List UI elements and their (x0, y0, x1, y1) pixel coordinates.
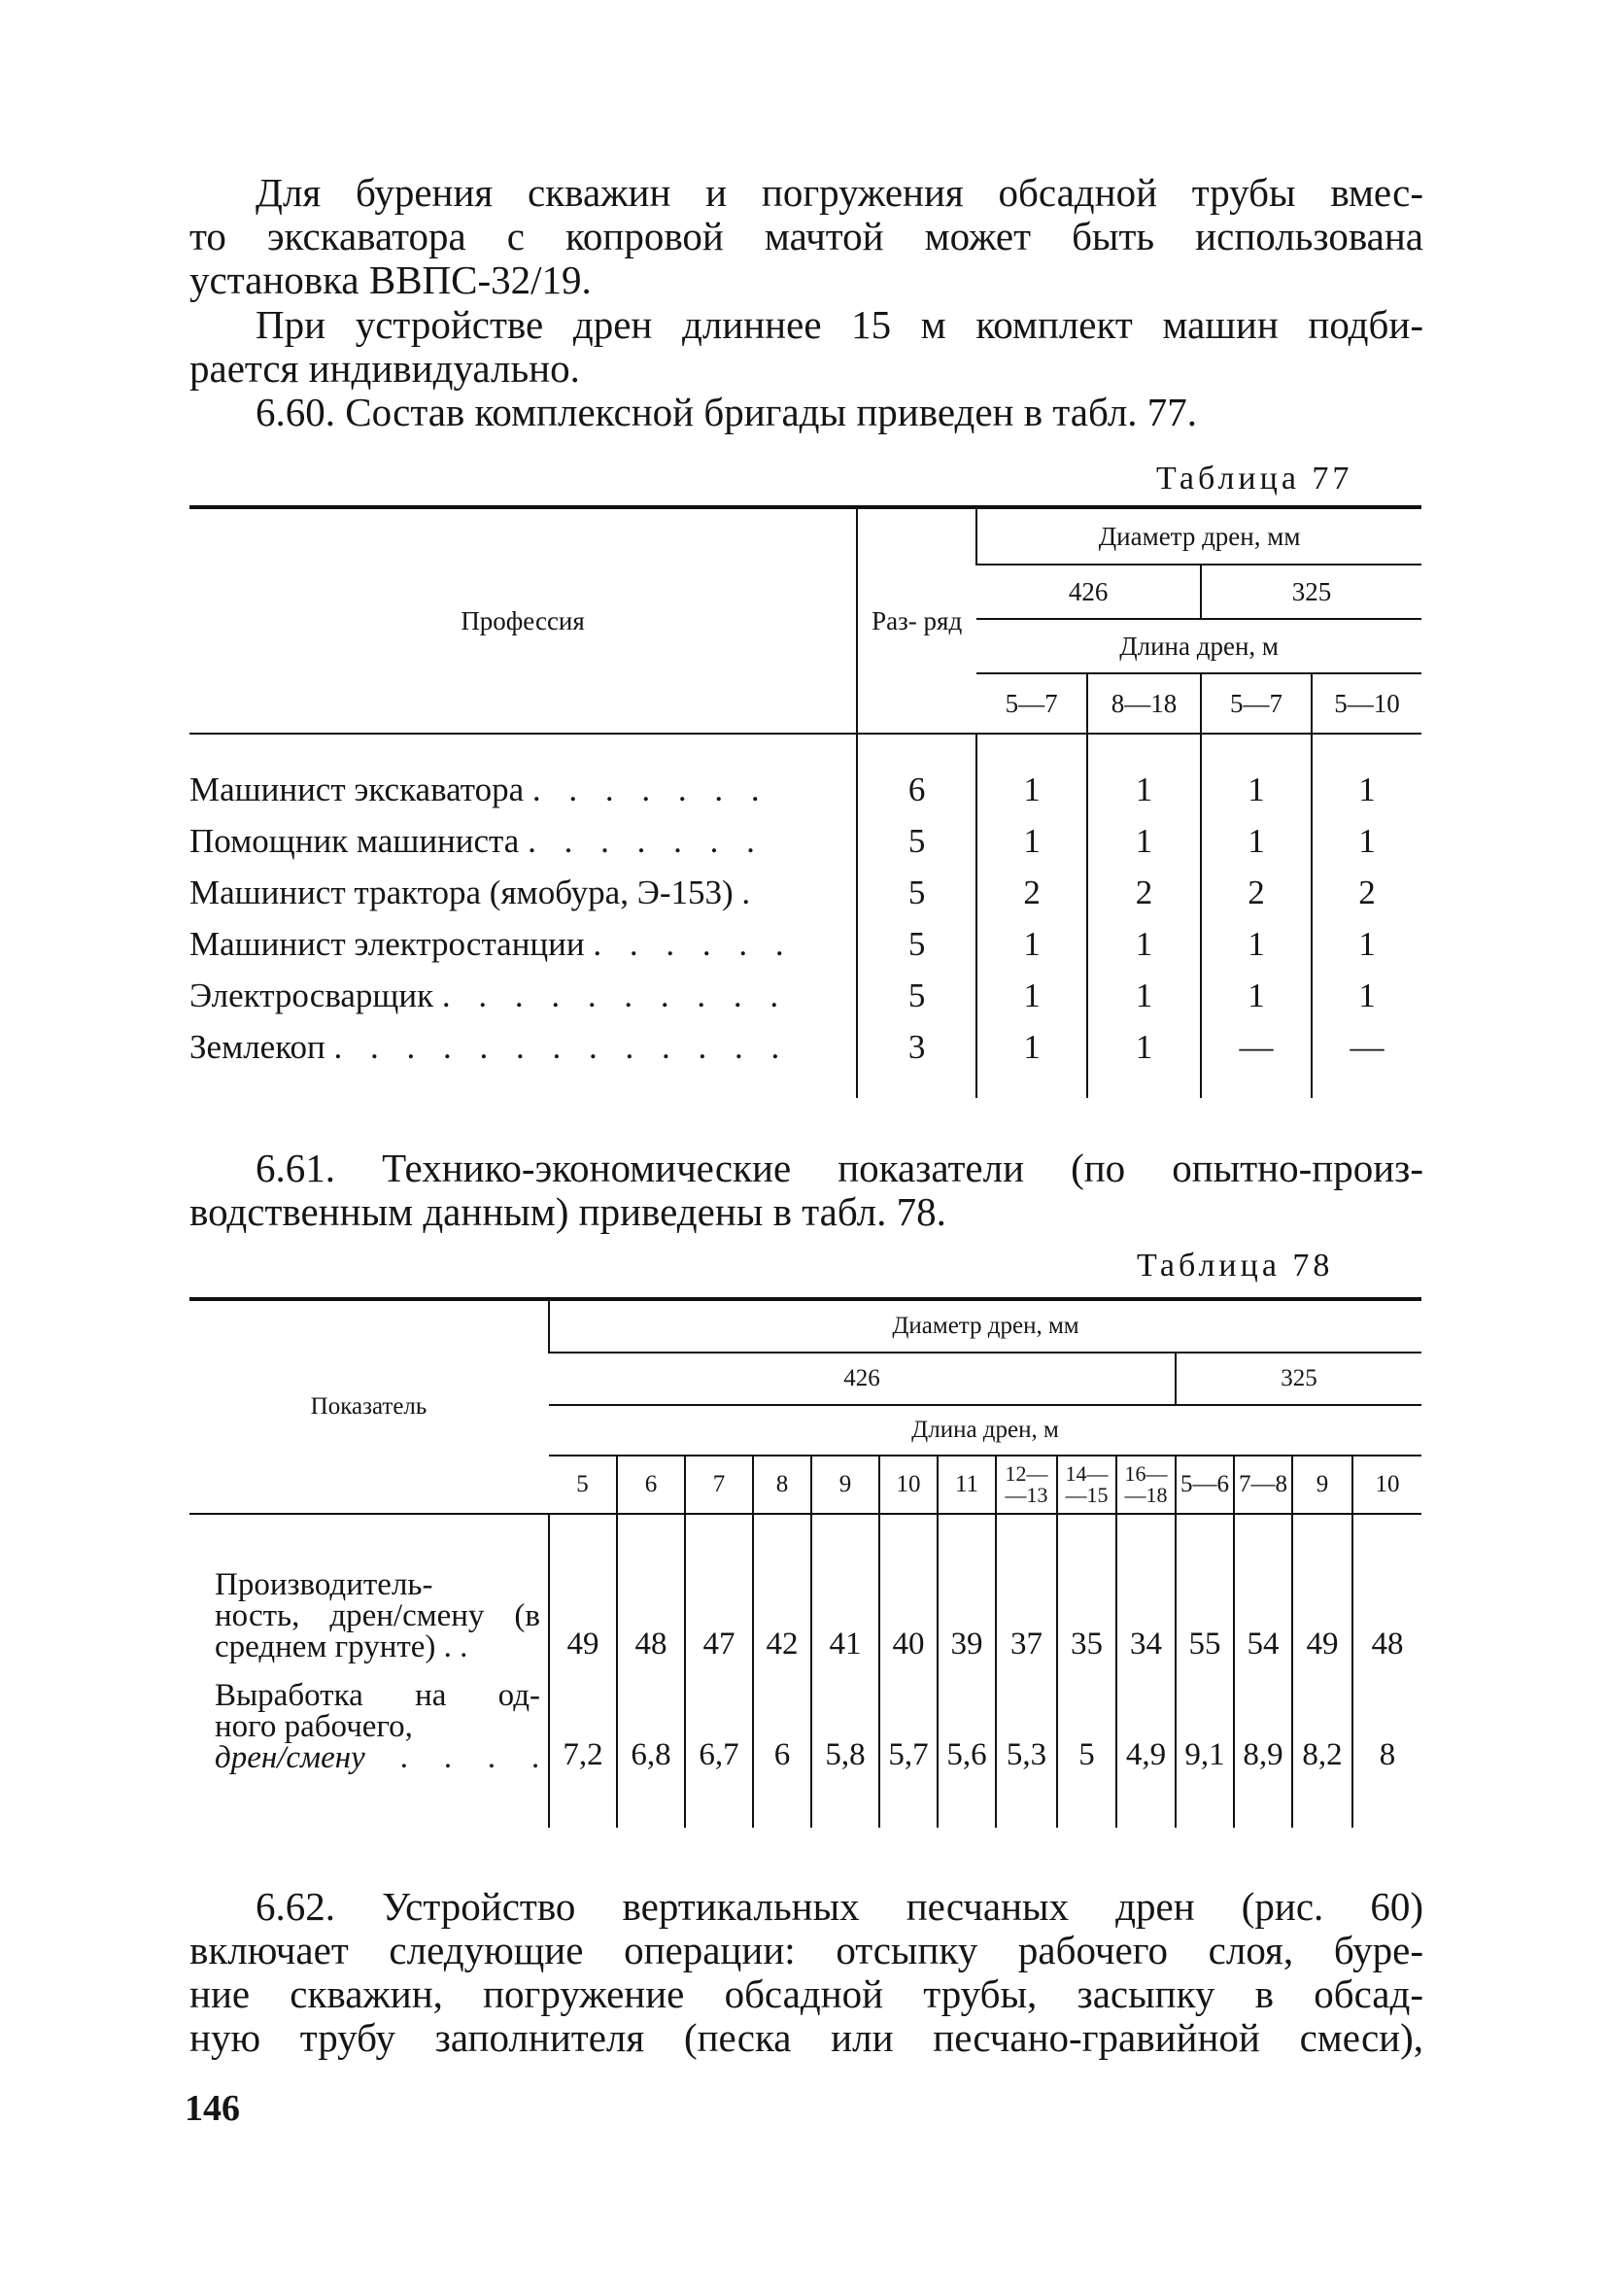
text-line: водственным данным) приведены в табл. 78. (189, 1189, 946, 1234)
cell-value: 8 (1352, 1674, 1421, 1828)
header-length-value: 7 (685, 1456, 753, 1514)
cell-value: 1 (976, 815, 1087, 867)
header-length-value: 5 (549, 1456, 617, 1514)
cell-value: 5,6 (938, 1674, 996, 1828)
header-length-value: 9 (1292, 1456, 1352, 1514)
cell-value: 5,3 (996, 1674, 1057, 1828)
header-length: Длина дрен, м (549, 1405, 1421, 1456)
header-length-value: 7—8 (1234, 1456, 1292, 1514)
text-line: ную трубу заполнителя (песка или песчано-гравийной смеси), (189, 2015, 1423, 2060)
table-row (189, 1514, 1421, 1674)
cell-value: 5 (1057, 1674, 1116, 1828)
page-number: 146 (185, 2088, 240, 2129)
row-label: Выработка на од- ного рабочего, дрен/смену . . . . (215, 1678, 540, 1775)
header-length-value: 6 (617, 1456, 685, 1514)
cell-value: 5,8 (811, 1674, 879, 1828)
paragraph-6-61 (189, 1147, 1423, 1234)
header-length: Длина дрен, м (976, 619, 1421, 673)
table-78 (189, 1297, 1421, 1828)
cell-value: 55 (1176, 1514, 1234, 1674)
cell-value: 37 (996, 1514, 1057, 1674)
cell-value: 1 (1312, 734, 1421, 815)
cell-value: 1 (976, 970, 1087, 1021)
row-label: Производитель- ность, дрен/смену (в среднем грунте) . . (215, 1567, 540, 1664)
header-d426: 426 (976, 565, 1201, 619)
cell-value: 54 (1234, 1514, 1292, 1674)
cell-value: 1 (1201, 734, 1312, 815)
table-row (189, 918, 1421, 970)
cell-value: 2 (1087, 867, 1201, 918)
text-line: При устройстве дрен длиннее 15 м комплект машин подби- (256, 302, 1423, 347)
cell-value: 1 (1312, 918, 1421, 970)
cell-grade: 5 (857, 918, 976, 970)
cell-grade: 6 (857, 734, 976, 815)
row-label: Электросварщик . . . . . . . . . . (189, 976, 789, 1014)
cell-grade: 3 (857, 1021, 976, 1098)
cell-value: 48 (617, 1514, 685, 1674)
text-line: включает следующие операции: отсыпку рабочего слоя, буре- (189, 1928, 1423, 1972)
text-line: ние скважин, погружение обсадной трубы, засыпку в обсад- (189, 1971, 1423, 2016)
cell-value: 1 (976, 1021, 1087, 1098)
cell-value: 2 (1201, 867, 1312, 918)
text-line: 6.61. Технико-экономические показатели (по опытно-произ- (256, 1146, 1423, 1190)
header-grade: Раз- ряд (857, 507, 976, 734)
cell-value: 1 (1201, 918, 1312, 970)
cell-value: 2 (976, 867, 1087, 918)
cell-grade: 5 (857, 970, 976, 1021)
cell-value: 1 (976, 734, 1087, 815)
cell-value: 1 (1087, 815, 1201, 867)
cell-value: — (1201, 1021, 1312, 1098)
header-length-value: 12— —13 (996, 1456, 1057, 1514)
text-line: 6.62. Устройство вертикальных песчаных дрен (рис. 60) (256, 1884, 1423, 1929)
cell-value: 2 (1312, 867, 1421, 918)
cell-value: 6 (753, 1674, 811, 1828)
cell-grade: 5 (857, 815, 976, 867)
cell-value: 1 (1087, 970, 1201, 1021)
cell-value: 6,7 (685, 1674, 753, 1828)
cell-value: 34 (1116, 1514, 1176, 1674)
text-line: установка ВВПС-32/19. (189, 257, 592, 302)
header-length-value: 5—6 (1176, 1456, 1234, 1514)
text-line: то экскаватора с копровой мачтой может быть использована (189, 214, 1423, 258)
header-diameter: Диаметр дрен, мм (976, 507, 1421, 565)
cell-value: 49 (1292, 1514, 1352, 1674)
table-row (189, 1021, 1421, 1098)
cell-value: 5,7 (879, 1674, 938, 1828)
row-label: Машинист трактора (ямобура, Э-153) . (189, 873, 761, 911)
header-d325: 325 (1176, 1353, 1421, 1405)
cell-value: 1 (976, 918, 1087, 970)
cell-grade: 5 (857, 867, 976, 918)
header-indicator: Показатель (310, 1393, 427, 1420)
paragraph-6-62 (189, 1885, 1423, 2060)
cell-value: 1 (1312, 970, 1421, 1021)
cell-value: 1 (1201, 970, 1312, 1021)
header-length-value: 9 (811, 1456, 879, 1514)
cell-value: 40 (879, 1514, 938, 1674)
header-length-value: 16— —18 (1116, 1456, 1176, 1514)
cell-value: 1 (1201, 815, 1312, 867)
table-row (189, 815, 1421, 867)
cell-value: 8,2 (1292, 1674, 1352, 1828)
text-line: Для бурения скважин и погружения обсадной трубы вмес- (256, 170, 1423, 215)
header-length-value: 11 (938, 1456, 996, 1514)
cell-value: — (1312, 1021, 1421, 1098)
header-length-value: 5—10 (1312, 673, 1421, 734)
intro-paragraph-3 (189, 391, 1423, 434)
intro-paragraph-2 (189, 303, 1423, 391)
cell-value: 1 (1087, 1021, 1201, 1098)
cell-value: 4,9 (1116, 1674, 1176, 1828)
cell-value: 9,1 (1176, 1674, 1234, 1828)
cell-value: 49 (549, 1514, 617, 1674)
cell-value: 39 (938, 1514, 996, 1674)
header-length-value: 14— —15 (1057, 1456, 1116, 1514)
table-row (189, 1674, 1421, 1828)
text-line: 6.60. Состав комплексной бригады приведен в табл. 77. (256, 390, 1198, 434)
text-line: рается индивидуально. (189, 346, 580, 391)
intro-paragraph-1 (189, 171, 1423, 302)
table-77-caption: Таблица 77 (1156, 461, 1353, 497)
header-length-value: 8 (753, 1456, 811, 1514)
header-length-value: 5—7 (1201, 673, 1312, 734)
header-d325: 325 (1201, 565, 1421, 619)
table-row (189, 867, 1421, 918)
row-label: Машинист электростанции . . . . . . (189, 924, 794, 963)
row-label: Помощник машиниста . . . . . . . (189, 821, 765, 860)
cell-value: 8,9 (1234, 1674, 1292, 1828)
row-label: Машинист экскаватора . . . . . . . (189, 770, 769, 808)
cell-value: 1 (1087, 918, 1201, 970)
cell-value: 42 (753, 1514, 811, 1674)
cell-value: 47 (685, 1514, 753, 1674)
header-length-value: 5—7 (976, 673, 1087, 734)
table-row (189, 970, 1421, 1021)
table-77 (189, 505, 1421, 1098)
row-label: Землекоп . . . . . . . . . . . . . (189, 1027, 790, 1066)
header-length-value: 8—18 (1087, 673, 1201, 734)
header-profession: Профессия (461, 605, 585, 635)
cell-value: 1 (1312, 815, 1421, 867)
header-diameter: Диаметр дрен, мм (549, 1299, 1421, 1353)
table-78-caption: Таблица 78 (1137, 1248, 1334, 1284)
cell-value: 35 (1057, 1514, 1116, 1674)
cell-value: 41 (811, 1514, 879, 1674)
header-length-value: 10 (879, 1456, 938, 1514)
cell-value: 6,8 (617, 1674, 685, 1828)
table-row (189, 734, 1421, 815)
header-length-value: 10 (1352, 1456, 1421, 1514)
cell-value: 1 (1087, 734, 1201, 815)
cell-value: 48 (1352, 1514, 1421, 1674)
header-d426: 426 (549, 1353, 1176, 1405)
cell-value: 7,2 (549, 1674, 617, 1828)
